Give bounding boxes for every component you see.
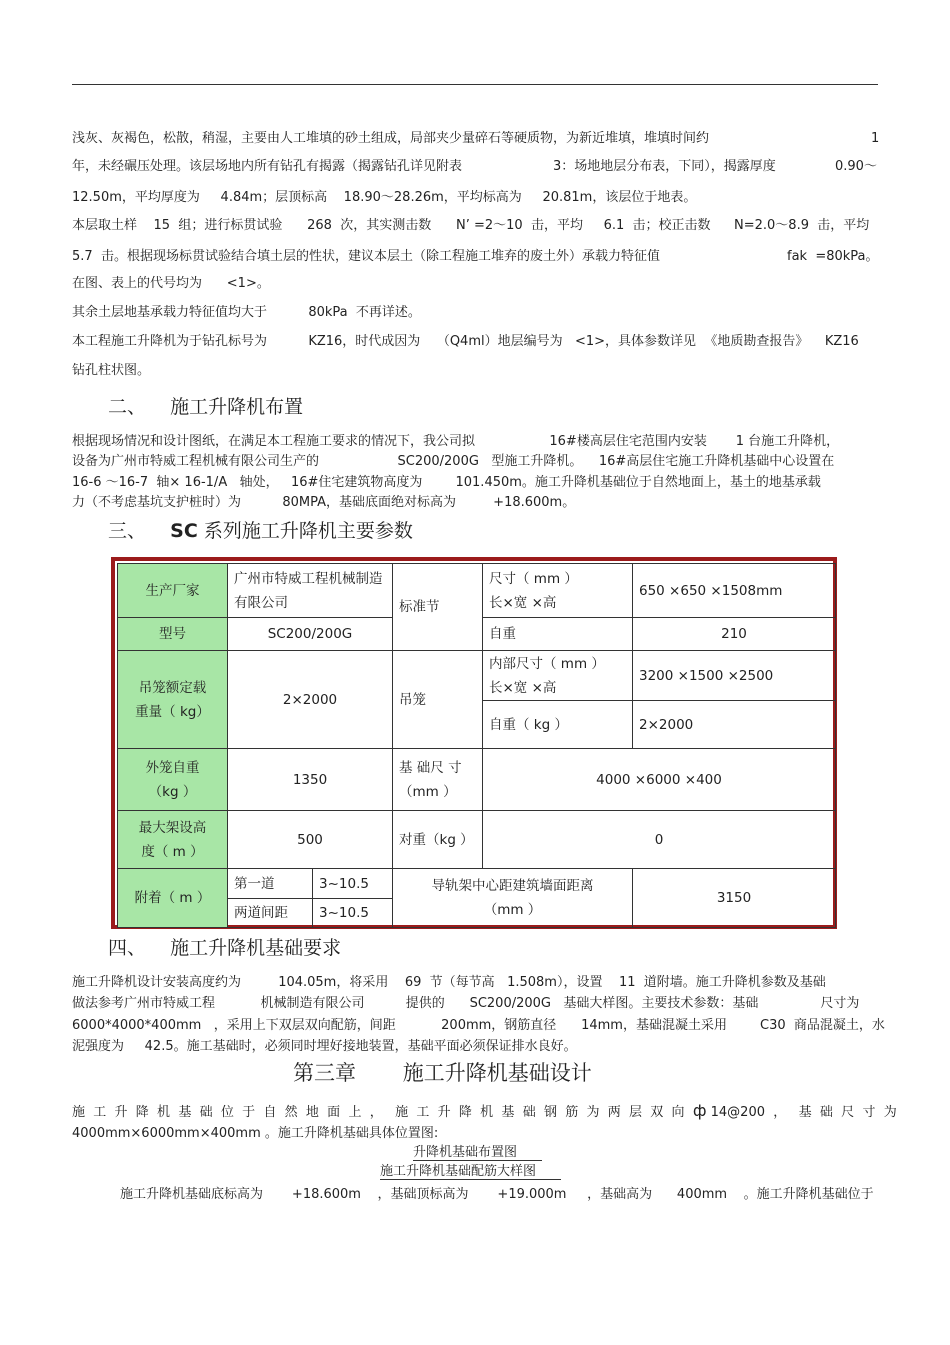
cage-load-label	[118, 651, 228, 749]
outer-cage-value: 1350	[228, 749, 393, 811]
section3-heading-number: 三、	[108, 520, 171, 542]
chapter3-line2: 4000mm×6000mm×400mm 。施工升降机基础具体位置图:	[72, 1126, 439, 1141]
chapter3-line1	[72, 1103, 897, 1121]
para1-line3: 12.50m，平均厚度为 4.84m；层顶标高 18.90～28.26m，平均标高为 20.81m，该层位于地表。	[72, 190, 697, 205]
cage-weight-value: 2×2000	[633, 701, 836, 749]
foundation-size-label-line2: （mm ）	[399, 783, 457, 800]
inner-size-label-line1: 内部尺寸（ mm ）	[489, 655, 605, 672]
section4-line1: 施工升降机设计安装高度约为 104.05m，将采用 69 节（每节高 1.508m），设置 11 道附墙。施工升降机参数及基础	[72, 975, 826, 990]
model-value: SC200/200G	[228, 618, 393, 651]
cage-weight-label: 自重（ kg ）	[483, 701, 633, 749]
counterweight-value: 0	[483, 811, 836, 869]
size-value: 650 ×650 ×1508mm	[633, 564, 836, 618]
cage-load-value: 2×2000	[228, 651, 393, 749]
para1-line4-end: N=2.0～8.9 击，平均	[734, 218, 870, 233]
cage-load-label-line2: 重量（ kg）	[135, 703, 210, 720]
attach-gap-label: 两道间距	[228, 899, 313, 928]
section2-line1: 根据现场情况和设计图纸，在满足本工程施工要求的情况下，我公司拟 16#楼高层住宅范围内安装 1 台施工升降机，	[72, 434, 840, 449]
inner-size-value: 3200 ×1500 ×2500	[633, 651, 836, 701]
chapter3-line3: 施工升降机基础底标高为 +18.600m ，基础顶标高为 +19.000m ，基础高为 400mm 。施工升降机基础位于	[120, 1187, 874, 1202]
section2-line3: 16-6 ～16-7 轴× 16-1/A 轴处， 16#住宅建筑物高度为 101.450m。施工升降机基础位于自然地面上，基土的地基承载	[72, 475, 821, 490]
para1-line7: 其余土层地基承载力特征值均大于 80kPa 不再详述。	[72, 305, 421, 320]
section2-line2: 设备为广州市特威工程机械有限公司生产的 SC200/200G 型施工升降机。 16#高层住宅施工升降机基础中心设置在	[72, 454, 835, 469]
foundation-size-label-line1: 基 础尺 寸	[399, 759, 462, 776]
diagram-layout-link[interactable]	[413, 1145, 542, 1161]
section2-heading: 二、 施工升降机布置	[108, 396, 304, 418]
foundation-size-label	[393, 749, 483, 811]
first-attach-label: 第一道	[228, 869, 313, 899]
para1-line8: 本工程施工升降机为于钻孔标号为 KZ16，时代成因为 （Q4ml）地层编号为 <1>，具体参数详见 《地质勘查报告》 KZ16	[72, 334, 859, 349]
section3-heading-sc: SC	[170, 520, 198, 542]
rebar-symbol: ф	[692, 1101, 707, 1120]
para1-line1-end: 1	[871, 131, 880, 146]
header-rule	[72, 84, 878, 85]
counterweight-label: 对重（kg ）	[393, 811, 483, 869]
inner-size-label	[483, 651, 633, 701]
para1-line5-end: fak =80kPa。	[787, 249, 879, 264]
model-label: 型号	[118, 618, 228, 651]
manufacturer-value: 广州市特威工程机械制造有限公司	[228, 564, 393, 618]
max-height-label	[118, 811, 228, 869]
foundation-size-value: 4000 ×6000 ×400	[483, 749, 836, 811]
section4-line2: 做法参考广州市特威工程 机械制造有限公司 提供的 SC200/200G 基础大样图。主要技术参数：基础 尺寸为	[72, 996, 860, 1011]
size-label-line1: 尺寸（ mm ）	[489, 570, 578, 587]
max-height-value: 500	[228, 811, 393, 869]
chapter3-line1-end: 14@200 ， 基 础 尺 寸 为	[706, 1105, 897, 1120]
size-label-line2: 长×宽 ×高	[489, 594, 557, 611]
rail-distance-label	[393, 869, 633, 928]
rail-distance-label-line1: 导轨架中心距建筑墙面距离	[431, 878, 594, 894]
chapter3-heading: 第三章 施工升降机基础设计	[293, 1061, 592, 1085]
cage-label: 吊笼	[393, 651, 483, 749]
section3-heading-text: 系列施工升降机主要参数	[197, 520, 413, 542]
chapter3-line1-text: 施 工 升 降 机 基 础 位 于 自 然 地 面 上 ， 施 工 升 降 机 基 础 钢 筋 为 两 层 双 向	[72, 1105, 693, 1120]
section3-heading	[108, 520, 413, 542]
diagram-rebar-title: 施工升降机基础配筋大样图	[380, 1164, 537, 1179]
para1-line4: 本层取土样 15 组；进行标贯试验 268 次，其实测击数 N’ =2～10 击，平均 6.1 击；校正击数	[72, 218, 711, 233]
inner-size-label-line2: 长×宽 ×高	[489, 679, 557, 696]
section2-line4: 力（不考虑基坑支护桩时）为 80MPA，基础底面绝对标高为 +18.600m。	[72, 495, 576, 510]
para1-line2: 年，未经碾压处理。该层场地内所有钻孔有揭露（揭露钻孔详见附表	[72, 159, 463, 174]
section4-line3: 6000*4000*400mm ，采用上下双层双向配筋，间距 200mm，钢筋直径 14mm，基础混凝土采用 C30 商品混凝土，水	[72, 1018, 885, 1033]
outer-cage-label-line2: （kg ）	[148, 783, 197, 800]
cage-load-label-line1: 吊笼额定载	[138, 679, 207, 696]
manufacturer-label: 生产厂家	[118, 564, 228, 618]
para1-line2-mid: 3：场地地层分布表，下同），揭露厚度	[553, 159, 776, 174]
attach-gap-value: 3~10.5	[313, 899, 393, 928]
diagram-rebar-link[interactable]	[380, 1164, 561, 1180]
para1-line6: 在图、表上的代号均为 <1>。	[72, 276, 270, 291]
self-weight-label: 自重	[483, 618, 633, 651]
outer-cage-label	[118, 749, 228, 811]
parameter-table	[117, 563, 836, 928]
size-label	[483, 564, 633, 618]
max-height-label-line2: 度（ m ）	[141, 843, 204, 860]
parameter-table-frame	[111, 557, 837, 929]
rail-distance-value: 3150	[633, 869, 836, 928]
attach-label: 附着（ m ）	[118, 869, 228, 928]
para1-line9: 钻孔柱状图。	[72, 363, 151, 378]
rail-distance-label-line2: （mm ）	[483, 902, 542, 918]
section4-heading: 四、 施工升降机基础要求	[108, 937, 342, 959]
section4-line4: 泥强度为 42.5。施工基础时，必须同时埋好接地装置，基础平面必须保证排水良好。	[72, 1039, 577, 1054]
para1-line2-end: 0.90～	[835, 159, 877, 174]
outer-cage-label-line1: 外笼自重	[145, 759, 200, 776]
diagram-layout-title: 升降机基础布置图	[413, 1145, 518, 1160]
max-height-label-line1: 最大架设高	[138, 819, 207, 836]
self-weight-value: 210	[633, 618, 836, 651]
std-section-label: 标准节	[393, 564, 483, 651]
first-attach-value: 3~10.5	[313, 869, 393, 899]
para1-line1: 浅灰、灰褐色，松散，稍湿，主要由人工堆填的砂土组成，局部夹少量碎石等硬质物，为新近堆填，堆填时间约	[72, 131, 710, 146]
para1-line5: 5.7 击。根据现场标贯试验结合填土层的性状，建议本层土（除工程施工堆弃的废土外）承载力特征值	[72, 249, 660, 264]
